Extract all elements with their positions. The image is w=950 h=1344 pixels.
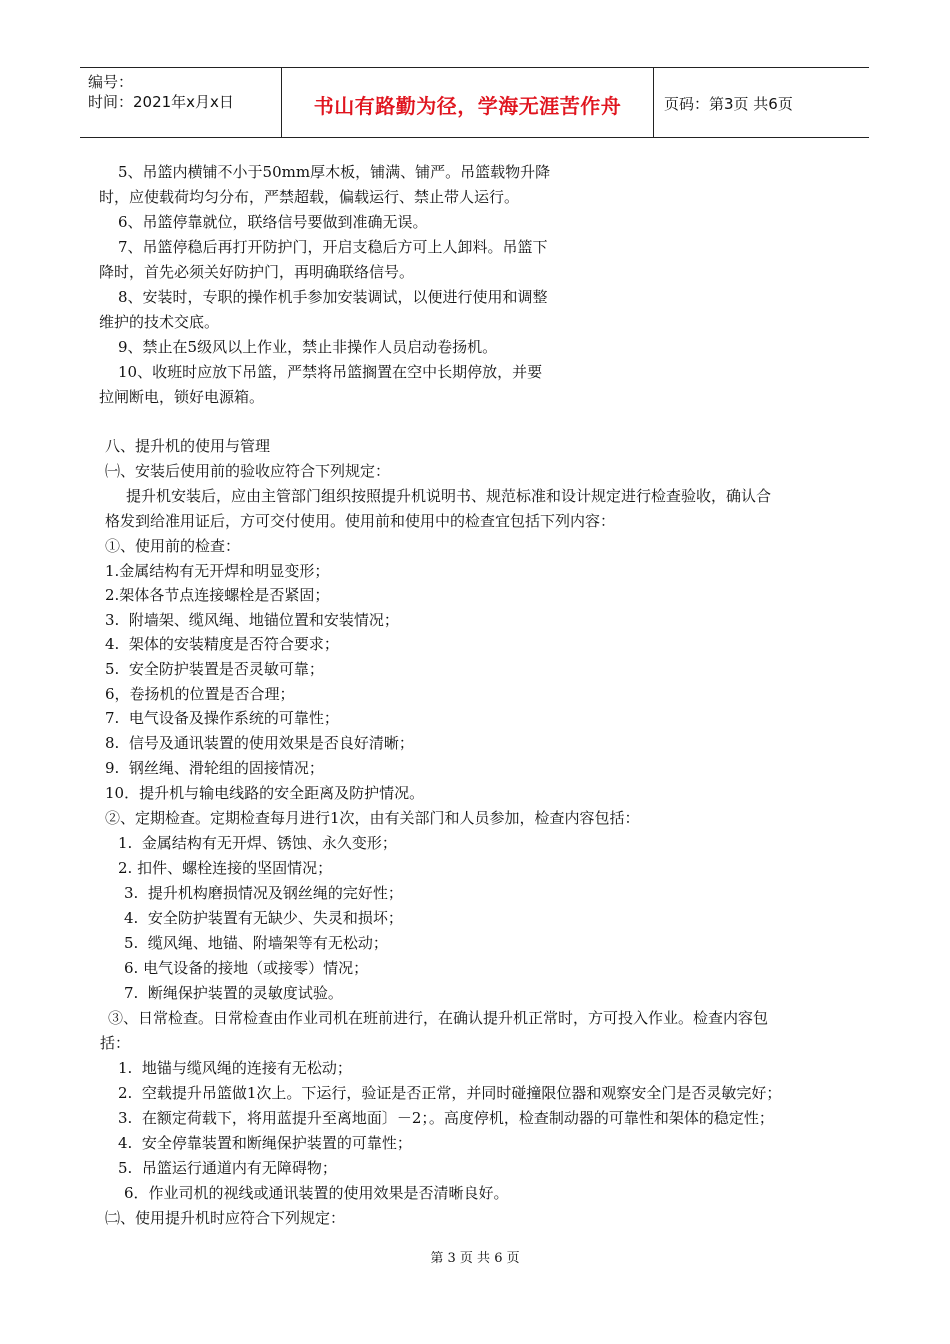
list-item: 7. 电气设备及操作系统的可靠性；	[105, 709, 339, 727]
list-item: 4. 安全停靠装置和断绳保护装置的可靠性；	[118, 1134, 412, 1152]
list-item: 7. 断绳保护装置的灵敏度试验。	[124, 984, 343, 1002]
body-line: 括：	[100, 1034, 131, 1052]
page-footer: 第 3 页 共 6 页	[430, 1251, 520, 1266]
body-line: ①、使用前的检查：	[105, 537, 241, 555]
list-item: 4. 架体的安装精度是否符合要求；	[105, 635, 339, 653]
body-line: 10、收班时应放下吊篮，严禁将吊篮搁置在空中长期停放，并要	[118, 363, 543, 381]
page-header	[80, 67, 869, 138]
list-item: 6. 电气设备的接地（或接零）情况；	[124, 959, 369, 977]
list-item: 1.金属结构有无开焊和明显变形；	[105, 562, 330, 580]
list-item: 2. 扣件、螺栓连接的坚固情况；	[118, 859, 333, 877]
body-line: 9、禁止在5级风以上作业，禁止非操作人员启动卷扬机。	[118, 338, 498, 356]
list-item: 6，卷扬机的位置是否合理；	[105, 685, 295, 703]
list-item: 6．作业司机的视线或通讯装置的使用效果是否清晰良好。	[124, 1184, 509, 1202]
body-line: 拉闸断电，锁好电源箱。	[99, 388, 265, 406]
list-item: 1. 地锚与缆风绳的连接有无松动；	[118, 1059, 352, 1077]
header-page-info: 页码：第3页 共6页	[664, 95, 793, 113]
body-line: 维护的技术交底。	[99, 313, 220, 331]
header-meta-cell	[80, 68, 282, 137]
body-line: 格发到给准用证后，方可交付使用。使用前和使用中的检查宜包括下列内容：	[105, 512, 616, 530]
list-item: 1. 金属结构有无开焊、锈蚀、永久变形；	[118, 834, 397, 852]
body-line: 时，应使载荷均匀分布，严禁超载，偏载运行、禁止带人运行。	[99, 188, 520, 206]
list-item: 4. 安全防护装置有无缺少、失灵和损坏；	[124, 909, 403, 927]
list-item: 9. 钢丝绳、滑轮组的固接情况；	[105, 759, 324, 777]
body-line: 提升机安装后，应由主管部门组织按照提升机说明书、规范标准和设计规定进行检查验收，确认合	[126, 487, 772, 505]
body-line: ②、定期检查。定期检查每月进行1次，由有关部门和人员参加，检查内容包括：	[105, 809, 640, 827]
list-item: 8. 信号及通讯装置的使用效果是否良好清晰；	[105, 734, 414, 752]
list-item: 2. 空载提升吊篮做1次上。下运行，验证是否正常，并同时碰撞限位器和观察安全门是否灵敏完好；	[118, 1084, 782, 1102]
list-item: 5. 缆风绳、地锚、附墙架等有无松动；	[124, 934, 388, 952]
body-line: 7、吊篮停稳后再打开防护门，开启支稳后方可上人卸料。吊篮下	[118, 238, 548, 256]
body-line: 8、安装时，专职的操作机手参加安装调试，以便进行使用和调整	[118, 288, 548, 306]
subsection-heading: ㈠、安装后使用前的验收应符合下列规定：	[105, 462, 391, 480]
list-item: 3. 附墙架、缆风绳、地锚位置和安装情况；	[105, 611, 399, 629]
list-item: 5. 安全防护装置是否灵敏可靠；	[105, 660, 324, 678]
section-heading: 八、提升机的使用与管理	[105, 437, 271, 455]
list-item: 3. 提升机构磨损情况及钢丝绳的完好性；	[124, 884, 403, 902]
body-line: 6、吊篮停靠就位，联络信号要做到准确无误。	[118, 213, 428, 231]
body-line: 5、吊篮内横铺不小于50mm厚木板，铺满、铺严。吊篮载物升降	[118, 163, 551, 181]
header-page-cell	[654, 68, 869, 137]
header-motto: 书山有路勤为径，学海无涯苦作舟	[313, 94, 622, 118]
document-date: 时间：2021年x月x日	[88, 93, 234, 111]
list-item: 2.架体各节点连接螺栓是否紧固；	[105, 586, 330, 604]
header-motto-cell	[282, 68, 654, 137]
document-number-label: 编号：	[88, 73, 134, 91]
list-item: 3. 在额定荷载下，将用蓝提升至离地面〕－2；。高度停机，检查制动器的可靠性和架体的稳定性；	[118, 1109, 774, 1127]
list-item: 10．提升机与输电线路的安全距离及防护情况。	[105, 784, 425, 802]
body-line: ③、日常检查。日常检查由作业司机在班前进行，在确认提升机正常时，方可投入作业。检查内容包	[108, 1009, 769, 1027]
body-line: 降时，首先必须关好防护门，再明确联络信号。	[99, 263, 415, 281]
subsection-heading: ㈡、使用提升机时应符合下列规定：	[105, 1209, 346, 1227]
list-item: 5. 吊篮运行通道内有无障碍物；	[118, 1159, 337, 1177]
